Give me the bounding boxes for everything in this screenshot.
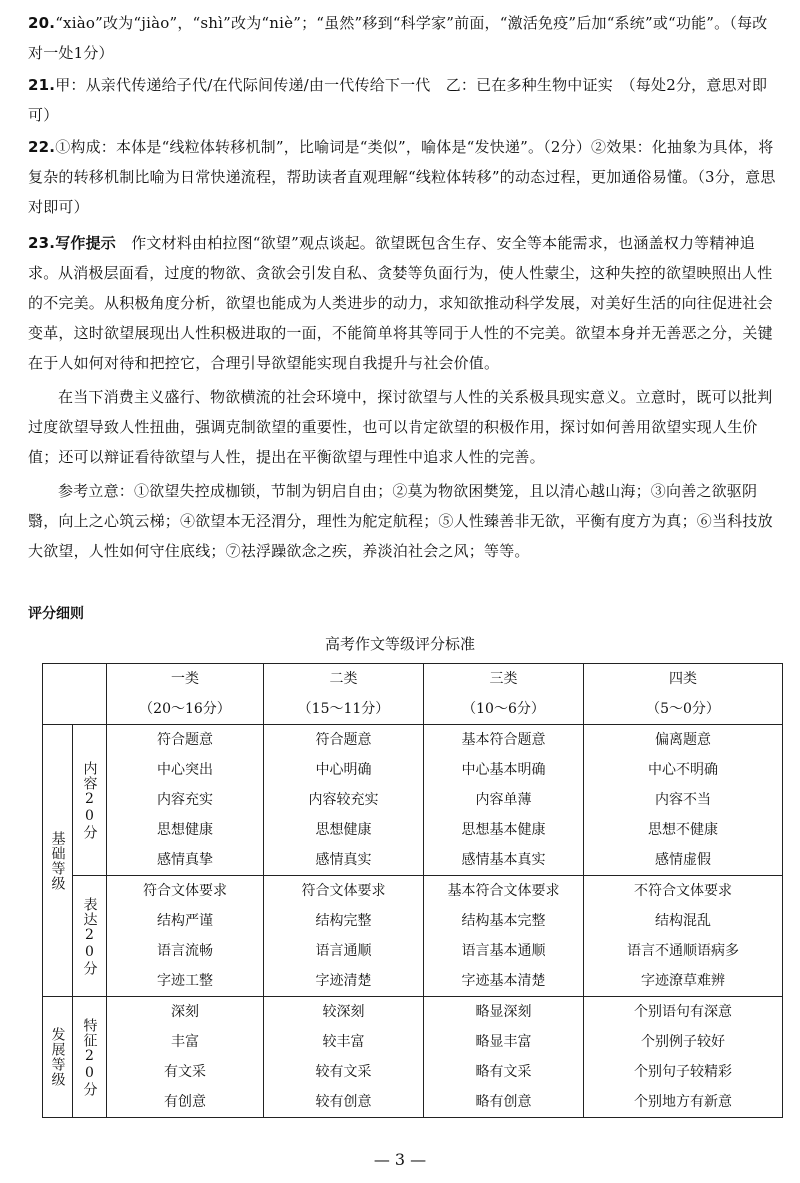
row-label-content: 内容20分 (73, 725, 107, 876)
group-basic-level: 基础等级 (43, 725, 73, 997)
table-cell: 深刻 丰富 有文采 有创意 (107, 997, 264, 1118)
table-cell: 符合文体要求 结构完整 语言通顺 字迹清楚 (264, 876, 424, 997)
table-cell: 偏离题意 中心不明确 内容不当 思想不健康 感情虚假 (584, 725, 783, 876)
row-label-expression: 表达20分 (73, 876, 107, 997)
answer-number: 22. (28, 138, 56, 156)
reference-themes: 参考立意：①欲望失控成枷锁，节制为钥启自由；②莫为物欲困樊笼，且以清心越山海；③向善之欲驱阴翳，向上之心筑云梯；④欲望本无泾渭分，理性为舵定航程；⑤人性臻善非无欲，平衡有度方为真；⑥当科技放大欲望，人性如何守住底线；⑦祛浮躁欲念之疾，养淡泊社会之风；等等。 (28, 482, 773, 560)
table-cell: 略显深刻 略显丰富 略有文采 略有创意 (424, 997, 584, 1118)
table-cell: 个别语句有深意 个别例子较好 个别句子较精彩 个别地方有新意 (584, 997, 783, 1118)
header-corner (43, 664, 107, 725)
table-cell: 符合题意 中心明确 内容较充实 思想健康 感情真实 (264, 725, 424, 876)
table-row-expression (43, 876, 783, 997)
answer-number: 21. (28, 76, 56, 94)
writing-paragraph-2: 在当下消费主义盛行、物欲横流的社会环境中，探讨欲望与人性的关系极具现实意义。立意时，既可以批判过度欲望导致人性扭曲，强调克制欲望的重要性，也可以肯定欲望的积极作用，探讨如何善用欲望实现人生价值；还可以辩证看待欲望与人性，提出在平衡欲望与理性中追求人性的完善。 (28, 388, 773, 466)
page-number: — 3 — (373, 1150, 427, 1169)
table-row-feature (43, 997, 783, 1118)
answer-number: 23. (28, 234, 56, 252)
table-cell: 符合文体要求 结构严谨 语言流畅 字迹工整 (107, 876, 264, 997)
table-row-content (43, 725, 783, 876)
header-grade-2: 二类 （15～11分） (264, 664, 424, 725)
answer-20 (28, 8, 780, 68)
header-grade-3: 三类 （10～6分） (424, 664, 584, 725)
grading-table (42, 663, 783, 1118)
writing-paragraph-1: 从消极层面看，过度的物欲、贪欲会引发自私、贪婪等负面行为，使人性蒙尘，这种失控的欲望映照出人性的不完美。从积极角度分析，欲望也能成为人类进步的动力，求知欲推动科学发展，对美好生活的向往促进社会变革，这时欲望展现出人性积极进取的一面，不能简单将其等同于人性的不完美。欲望本身并无善恶之分，关键在于人如何对待和把控它，合理引导欲望能实现自我提升与社会价值。 (28, 264, 773, 372)
table-header-row (43, 664, 783, 725)
row-label-feature: 特征20分 (73, 997, 107, 1118)
table-cell: 符合题意 中心突出 内容充实 思想健康 感情真挚 (107, 725, 264, 876)
answer-22 (28, 132, 780, 222)
answer-text: “xiào”改为“jiào”，“shì”改为“niè”；“虽然”移到“科学家”前面，“激活免疫”后加“系统”或“功能”。（每改对一处1分） (28, 14, 768, 62)
answer-number: 20. (28, 14, 56, 32)
group-develop-level: 发展等级 (43, 997, 73, 1118)
answer-text: ①构成：本体是“线粒体转移机制”，比喻词是“类似”，喻体是“发快递”。（2分）②效果：化抽象为具体，将复杂的转移机制比喻为日常快递流程，帮助读者直观理解“线粒体转移”的动态过程，更加通俗易懂。（3分，意思对即可） (28, 138, 776, 216)
table-cell: 基本符合题意 中心基本明确 内容单薄 思想基本健康 感情基本真实 (424, 725, 584, 876)
header-grade-1: 一类 （20～16分） (107, 664, 264, 725)
header-grade-4: 四类 （5～0分） (584, 664, 783, 725)
table-title: 高考作文等级评分标准 (324, 635, 475, 653)
table-cell: 基本符合文体要求 结构基本完整 语言基本通顺 字迹基本清楚 (424, 876, 584, 997)
writing-tip-label: 写作提示 (55, 234, 116, 252)
table-cell: 不符合文体要求 结构混乱 语言不通顺语病多 字迹潦草难辨 (584, 876, 783, 997)
answer-text: 作文材料由柏拉图“欲望”观点谈起。欲望既包含生存、安全等本能需求，也涵盖权力等精神追求。 (28, 234, 755, 282)
answer-text: 甲：从亲代传递给子代/在代际间传递/由一代传给下一代 乙：已在多种生物中证实 （每处2分，意思对即可） (28, 76, 768, 124)
answer-21 (28, 70, 780, 130)
table-cell: 较深刻 较丰富 较有文采 较有创意 (264, 997, 424, 1118)
section-heading: 评分细则 (28, 606, 84, 622)
